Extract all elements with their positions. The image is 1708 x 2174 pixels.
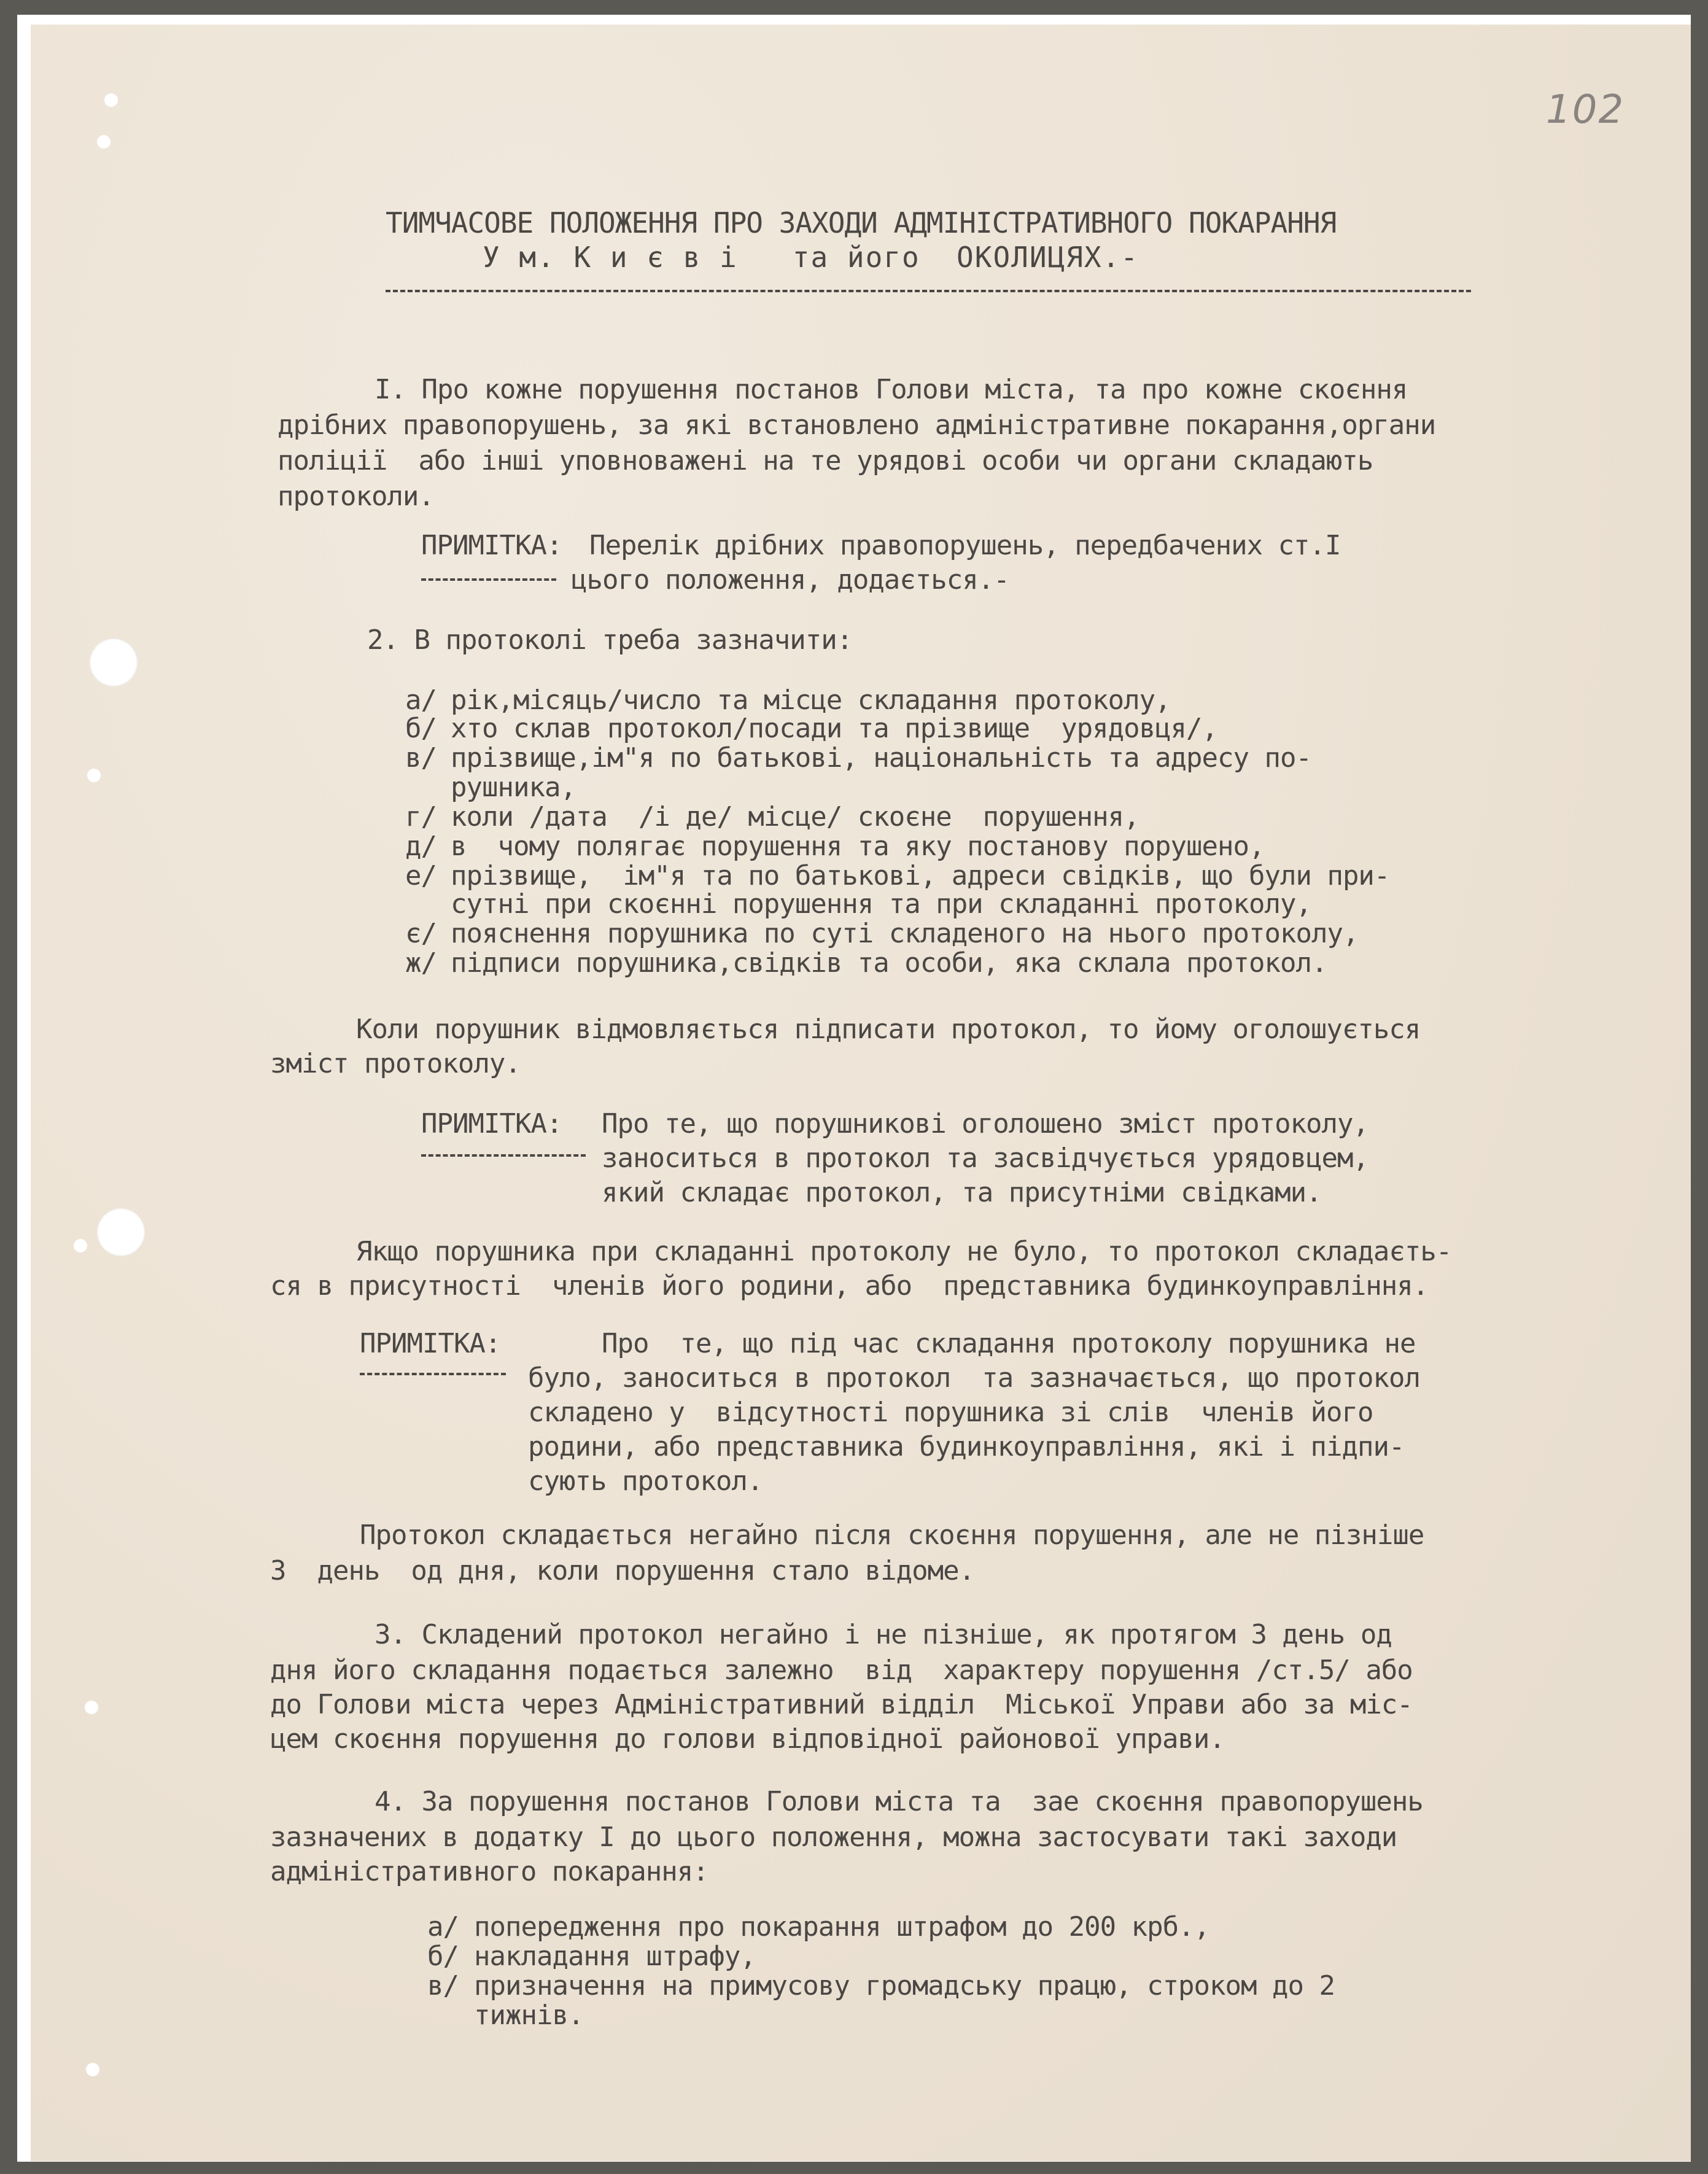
note2-line: який складає протокол, та присутніми свідками. [602,1177,1322,1208]
paper-speck [97,135,111,149]
note3-line: було, заноситься в протокол та зазначається, що протокол [528,1362,1420,1394]
note1-text: цього положення, додається.- [571,564,1009,596]
doc-title-line1: ТИМЧАСОВЕ ПОЛОЖЕННЯ ПРО ЗАХОДИ АДМІНІСТРАТИВНОГО ПОКАРАННЯ [386,206,1337,239]
p4-line: ся в присутності членів його родини, або представника будинкоуправління. [270,1270,1429,1302]
p1-line: дрібних правопорушень, за які встановлено адміністративне покарання,органи [278,410,1436,441]
note3-line: сують протокол. [528,1466,763,1497]
paper-speck [86,2063,99,2076]
p6-line: дня його складання подається залежно від характеру порушення /ст.5/ або [270,1655,1413,1686]
list-item-mark: г/ [405,801,437,833]
typed-page [31,25,1691,2161]
p7-line: зазначених в додатку I до цього положення, можна застосувати такі заходи [270,1822,1397,1853]
paper-speck [104,93,118,107]
list-item-text: рік,місяць/число та місце складання протоколу, [451,685,1171,716]
note3-line: родини, або представника будинкоуправління, які і підпи- [528,1431,1405,1462]
list-item-text: рушника, [451,772,576,803]
p3-line: зміст протоколу. [270,1048,521,1079]
note2-underline [421,1154,586,1157]
note1-label: ПРИМІТКА: [421,530,562,561]
binder-hole [97,1208,145,1256]
list-item-mark: є/ [405,918,437,949]
p2-intro: 2. В протоколі треба зазначити: [367,624,853,656]
p1-line: протоколи. [278,481,434,512]
measure-text: тижнів. [474,2000,584,2031]
page-number: 102 [1546,87,1625,133]
list-item-mark: б/ [405,713,437,744]
p7-line: адміністративного покарання: [270,1856,708,1887]
list-item-mark: а/ [405,685,437,716]
list-item-text: сутні при скоєнні порушення та при складанні протоколу, [451,888,1311,920]
p7-line: 4. За порушення постанов Голови міста та зае скоєння правопорушень [375,1786,1423,1817]
list-item-text: підписи порушника,свідків та особи, яка склала протокол. [451,947,1327,979]
doc-title-line2: У м. К и є в і та його ОКОЛИЦЯХ.- [483,241,1139,274]
list-item-text: прізвище, ім"я та по батькові, адреси свідків, що були при- [451,860,1390,891]
measure-mark: а/ [427,1911,459,1943]
list-item-mark: е/ [405,860,437,891]
paper-speck [85,1701,98,1714]
measure-mark: в/ [427,1970,459,2001]
note3-underline [360,1373,506,1375]
paper-speck [74,1239,87,1252]
measure-text: призначення на примусову громадську працю, строком до 2 [474,1970,1335,2001]
p5-line: 3 день од дня, коли порушення стало відоме. [270,1555,975,1586]
p3-line: Коли порушник відмовляється підписати протокол, то йому оголошується [356,1014,1421,1045]
note3-line: складено у відсутності порушника зі слів членів його [528,1397,1373,1428]
list-item-text: пояснення порушника по суті складеного на нього протоколу, [451,918,1359,949]
p6-line: 3. Складений протокол негайно і не пізніше, як протягом 3 день од [375,1619,1392,1650]
note2-line: заноситься в протокол та засвідчується урядовцем, [602,1143,1369,1174]
list-item-mark: д/ [405,831,437,862]
list-item-mark: в/ [405,742,437,774]
note2-label: ПРИМІТКА: [421,1108,562,1139]
p4-line: Якщо порушника при складанні протоколу не було, то протокол складаєть- [356,1236,1452,1267]
list-item-text: хто склав протокол/посади та прізвище урядовця/, [451,713,1218,744]
list-item-text: прізвище,ім"я по батькові, національність та адресу по- [451,742,1311,774]
measure-mark: б/ [427,1941,459,1972]
note3-line: Про те, що під час складання протоколу порушника не [602,1328,1416,1359]
measure-text: попередження про покарання штрафом до 200 крб., [474,1911,1210,1943]
note1-underline [421,578,556,581]
list-item-mark: ж/ [405,947,437,979]
title-underline [386,290,1471,292]
note1-text: Перелік дрібних правопорушень, передбачених ст.I [589,530,1341,561]
scan-sheet [17,15,1691,2162]
paper-speck [87,769,101,782]
p1-line: поліції або інші уповноважені на те урядові особи чи органи складають [278,445,1373,476]
p5-line: Протокол складається негайно після скоєння порушення, але не пізніше [360,1520,1424,1551]
p6-line: цем скоєння порушення до голови відповідної районової управи. [270,1723,1225,1755]
list-item-text: коли /дата /і де/ місце/ скоєне порушення, [451,801,1139,833]
note2-line: Про те, що порушникові оголошено зміст протоколу, [602,1108,1369,1139]
p1-line: I. Про кожне порушення постанов Голови міста, та про кожне скоєння [375,374,1408,405]
note3-label: ПРИМІТКА: [360,1328,501,1359]
p6-line: до Голови міста через Адміністративний відділ Міської Управи або за міс- [270,1689,1413,1720]
list-item-text: в чому полягає порушення та яку постанову порушено, [451,831,1265,862]
binder-hole [90,639,138,686]
measure-text: накладання штрафу, [474,1941,756,1972]
